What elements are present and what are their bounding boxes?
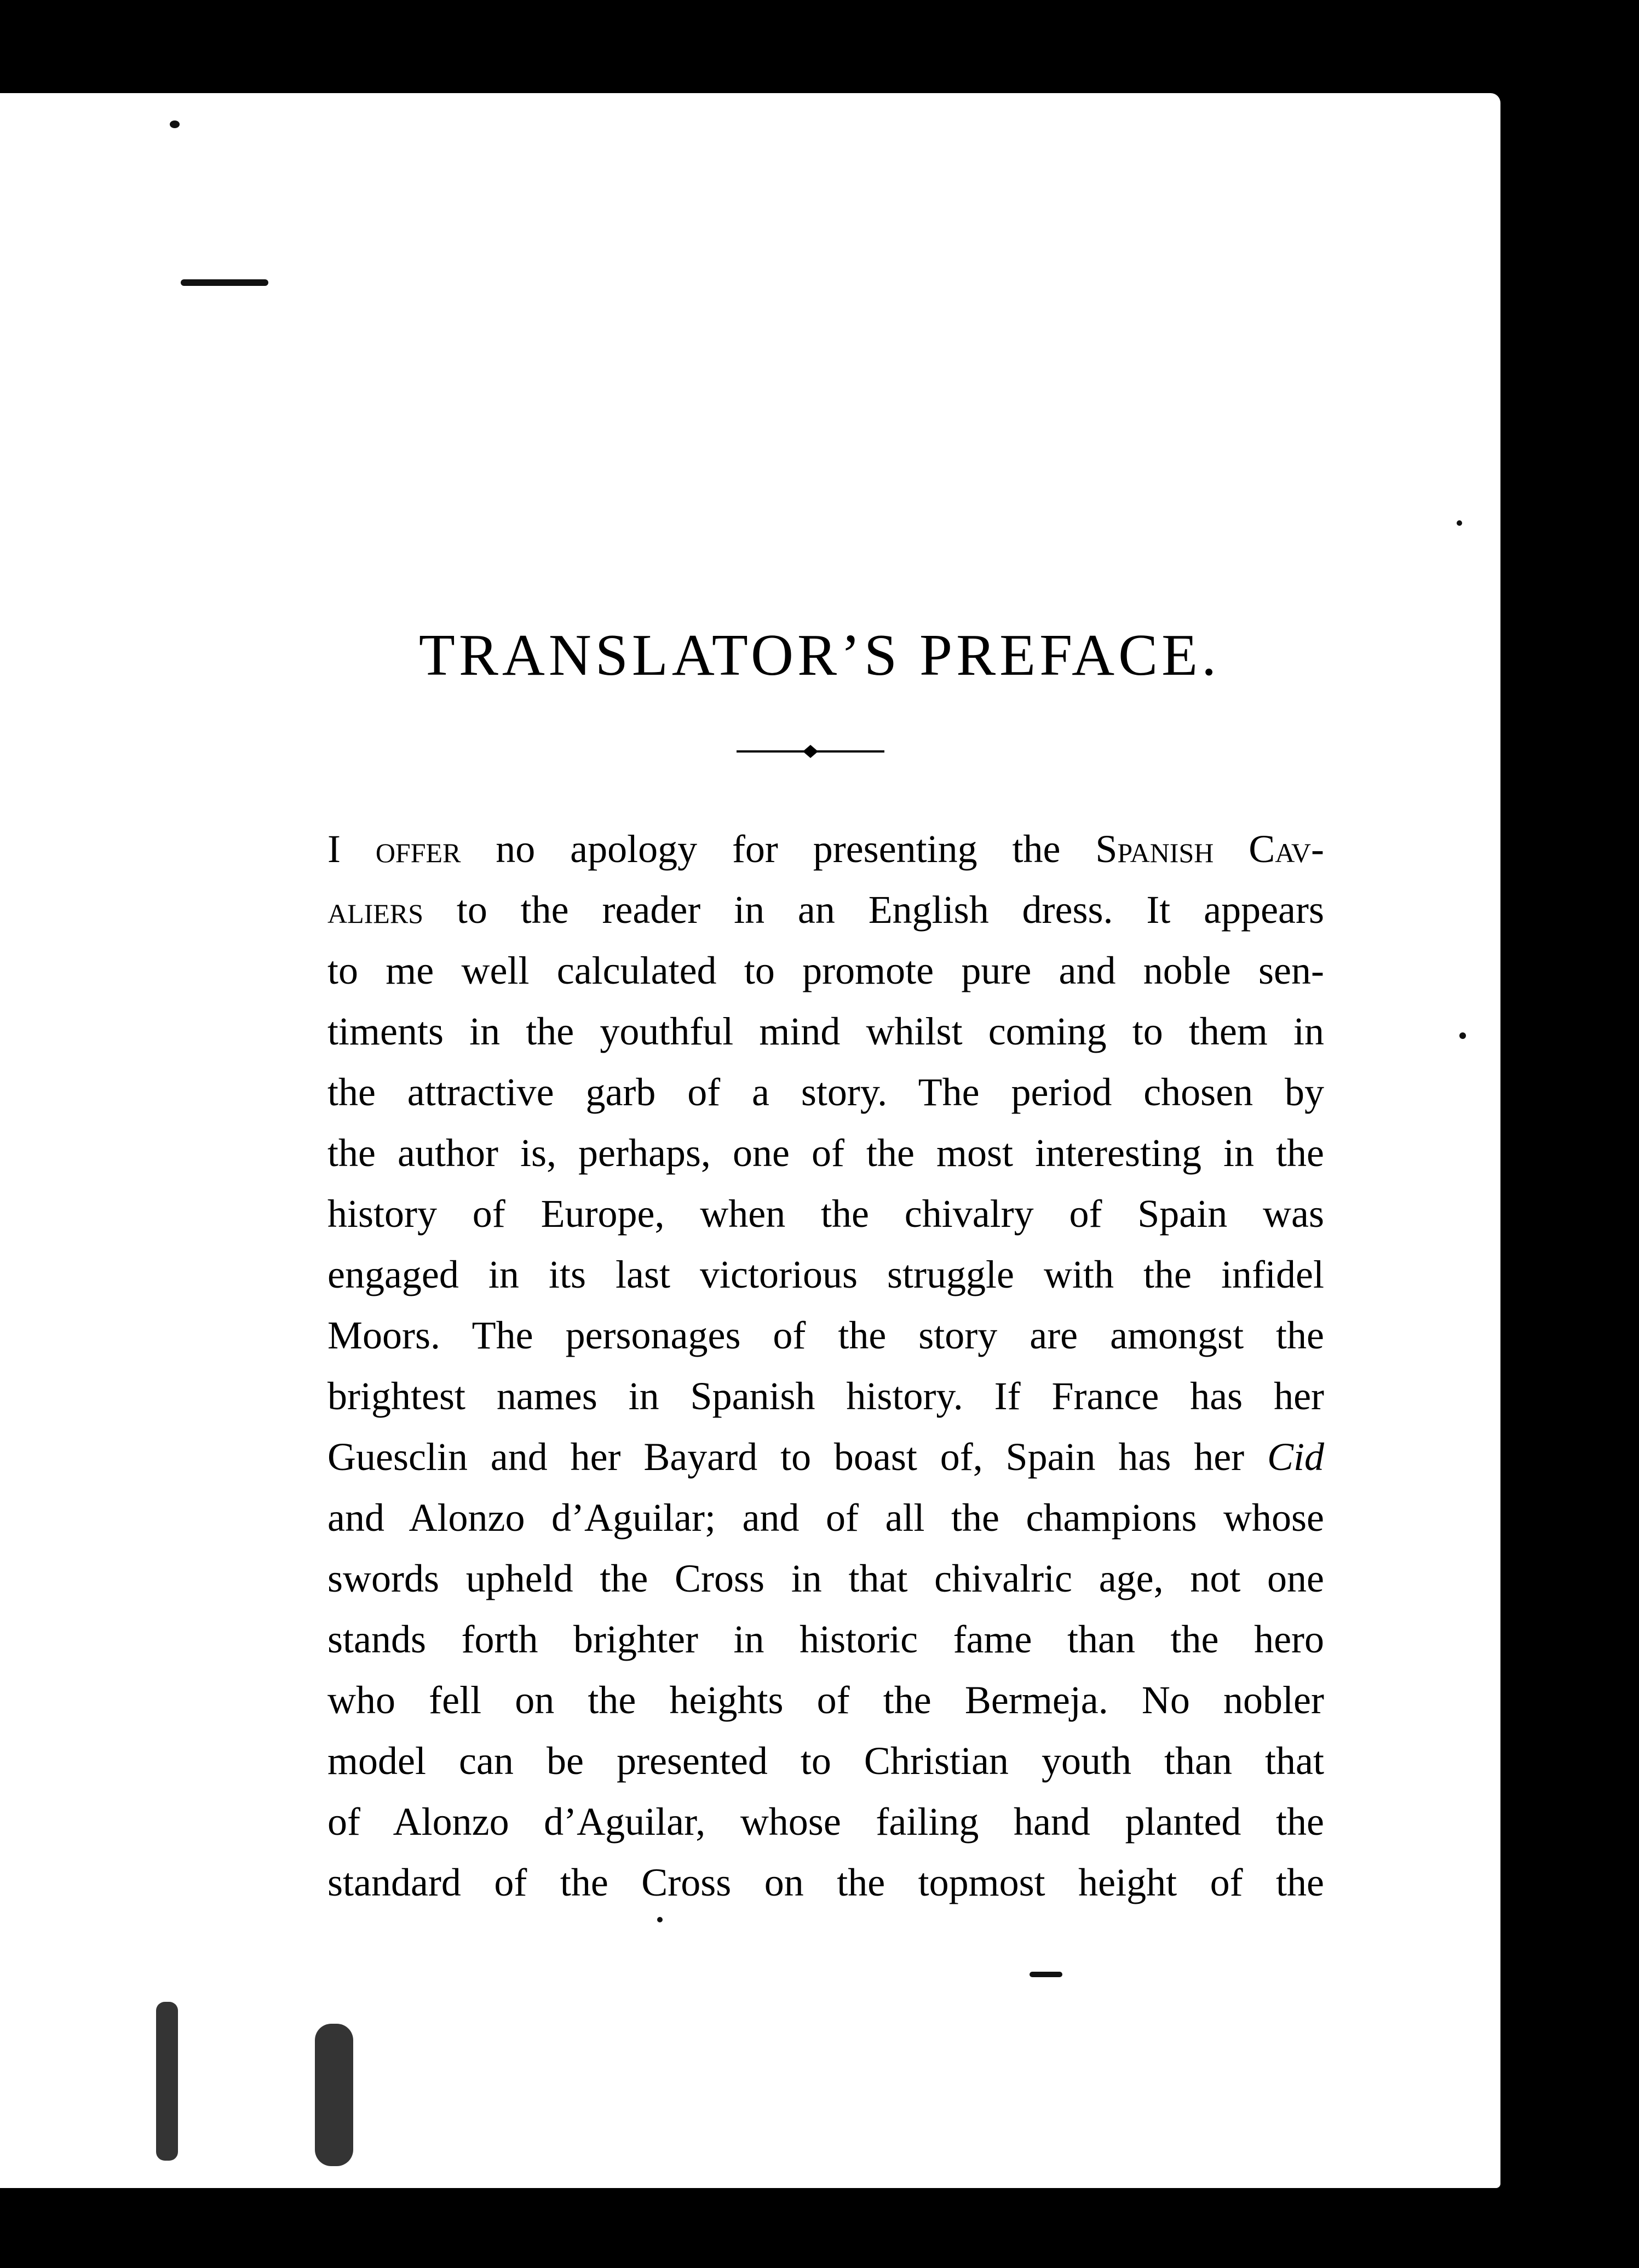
preface-body bbox=[327, 819, 1324, 1913]
page-title: TRANSLATOR’S PREFACE. bbox=[418, 623, 1221, 688]
text-line: the attractive garb of a story. The period chosen by bbox=[327, 1070, 1324, 1114]
text-line: to me well calculated to promote pure and noble sen- bbox=[327, 949, 1324, 992]
title-ornament bbox=[737, 740, 884, 762]
ink-speck bbox=[1459, 1032, 1466, 1039]
ink-speck bbox=[170, 120, 180, 128]
ink-smudge bbox=[156, 2002, 178, 2161]
text-line: the author is, perhaps, one of the most interesting in the bbox=[327, 1131, 1324, 1175]
text-line: stands forth brighter in historic fame than the hero bbox=[327, 1617, 1324, 1661]
text-line: I offer no apology for presenting the Spanish Cav- bbox=[327, 827, 1324, 871]
text-line: history of Europe, when the chivalry of Spain was bbox=[327, 1192, 1324, 1236]
text-line: swords upheld the Cross in that chivalric age, not one bbox=[327, 1557, 1324, 1600]
text-line: and Alonzo d’Aguilar; and of all the champions whose bbox=[327, 1496, 1324, 1540]
ink-speck bbox=[181, 279, 268, 286]
text-line: aliers to the reader in an English dress. It appears bbox=[327, 888, 1324, 932]
text-line: model can be presented to Christian youth than that bbox=[327, 1739, 1324, 1783]
text-line: brightest names in Spanish history. If France has her bbox=[327, 1374, 1324, 1418]
ink-speck bbox=[1457, 520, 1462, 526]
text-line: Guesclin and her Bayard to boast of, Spain has her Cid bbox=[327, 1435, 1324, 1479]
text-line: who fell on the heights of the Bermeja. No nobler bbox=[327, 1678, 1324, 1722]
text-line: engaged in its last victorious struggle with the infidel bbox=[327, 1253, 1324, 1296]
ink-speck bbox=[1030, 1972, 1062, 1977]
text-line: timents in the youthful mind whilst coming to them in bbox=[327, 1009, 1324, 1053]
ink-speck bbox=[657, 1917, 663, 1922]
text-line: standard of the Cross on the topmost height of the bbox=[327, 1861, 1324, 1904]
ink-smudge bbox=[315, 2024, 353, 2166]
text-line: of Alonzo d’Aguilar, whose failing hand planted the bbox=[327, 1800, 1324, 1844]
text-line: Moors. The personages of the story are amongst the bbox=[327, 1313, 1324, 1357]
